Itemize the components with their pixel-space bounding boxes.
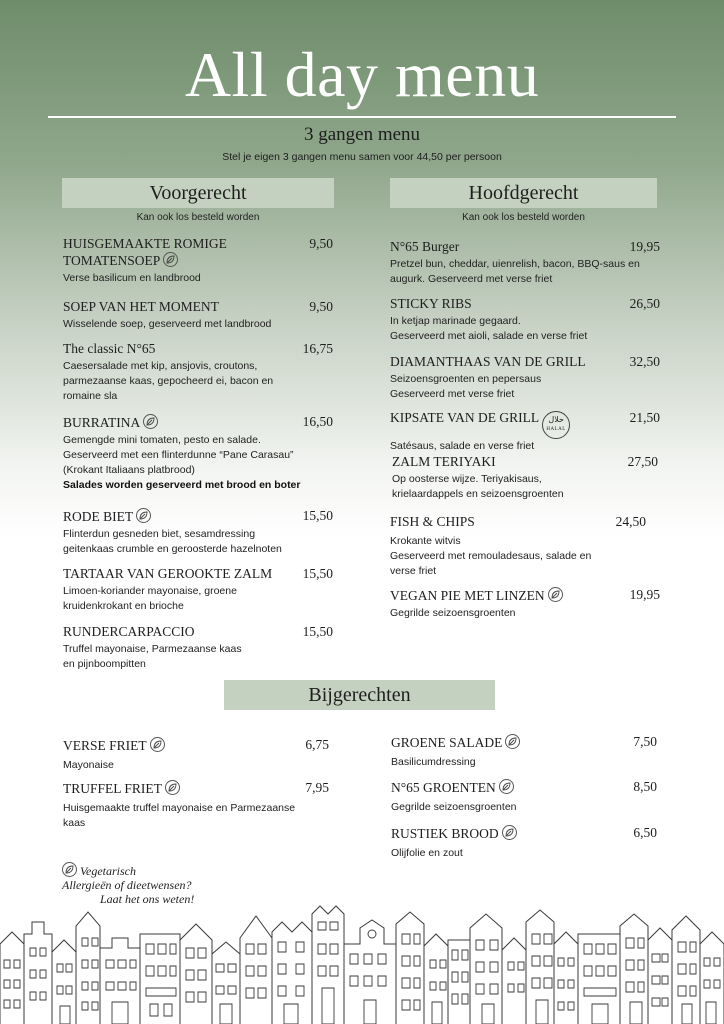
item-name: HUISGEMAAKTE ROMIGE TOMATENSOEP bbox=[63, 236, 227, 268]
item-desc: Geserveerd met aioli, salade en verse friet bbox=[390, 330, 588, 342]
item-desc: Seizoensgroenten en pepersaus bbox=[390, 373, 542, 385]
item-price: 24,50 bbox=[615, 514, 646, 529]
item-price: 16,50 bbox=[302, 414, 333, 429]
allergy-line-1: Allergieën of dieetwensen? bbox=[62, 878, 192, 892]
item-name: The classic N°65 bbox=[63, 341, 156, 356]
item-desc: Verse basilicum en landbrood bbox=[63, 272, 201, 284]
item-desc: Satésaus, salade en verse friet bbox=[390, 440, 535, 452]
menu-item bbox=[63, 341, 333, 404]
menu-item bbox=[391, 734, 657, 770]
leaf-icon bbox=[143, 414, 158, 429]
menu-item bbox=[63, 236, 333, 286]
item-desc: Krokante witvis bbox=[390, 535, 461, 547]
menu-item bbox=[391, 825, 657, 861]
vegetarian-legend: Vegetarisch bbox=[80, 864, 136, 878]
menu-item bbox=[390, 354, 660, 402]
legend bbox=[62, 862, 194, 906]
item-price: 26,50 bbox=[629, 296, 660, 311]
item-desc: Gemengde mini tomaten, pesto en salade. bbox=[63, 434, 261, 446]
item-desc: Mayonaise bbox=[63, 759, 114, 771]
canal-houses-skyline bbox=[0, 904, 724, 1024]
item-name: TRUFFEL FRIET bbox=[63, 781, 162, 796]
menu-item bbox=[63, 508, 333, 557]
item-price: 9,50 bbox=[309, 236, 333, 251]
leaf-icon bbox=[62, 862, 77, 877]
menu-item bbox=[390, 296, 660, 344]
menu-item bbox=[63, 299, 333, 332]
leaf-icon bbox=[165, 780, 180, 795]
item-name: N°65 GROENTEN bbox=[391, 780, 496, 795]
item-price: 7,50 bbox=[633, 734, 657, 749]
hoofdgerecht-note: Kan ook los besteld worden bbox=[462, 212, 585, 223]
item-price: 6,50 bbox=[633, 825, 657, 840]
item-name: ZALM TERIYAKI bbox=[392, 454, 496, 469]
item-name: STICKY RIBS bbox=[390, 296, 472, 311]
item-desc: Geserveerd met verse friet bbox=[390, 388, 515, 400]
leaf-icon bbox=[136, 508, 151, 523]
item-desc: Caesersalade met kip, ansjovis, croutons, bbox=[63, 360, 258, 372]
item-desc: Olijfolie en zout bbox=[391, 847, 463, 859]
hoofdgerecht-heading: Hoofdgerecht bbox=[390, 178, 657, 208]
bijgerechten-heading: Bijgerechten bbox=[224, 680, 495, 710]
item-desc: Truffel mayonaise, Parmezaanse kaas bbox=[63, 643, 242, 655]
leaf-icon bbox=[548, 587, 563, 602]
item-name: RUSTIEK BROOD bbox=[391, 826, 499, 841]
menu-subnote: Stel je eigen 3 gangen menu samen voor 44,50 per persoon bbox=[222, 151, 502, 163]
item-name: RUNDERCARPACCIO bbox=[63, 624, 195, 639]
leaf-icon bbox=[502, 825, 517, 840]
item-desc: verse friet bbox=[390, 565, 437, 577]
item-desc: romaine sla bbox=[63, 390, 118, 402]
item-price: 19,95 bbox=[629, 239, 660, 254]
leaf-icon bbox=[499, 779, 514, 794]
menu-item bbox=[390, 514, 660, 579]
item-desc: Gegrilde seizoensgroenten bbox=[391, 801, 517, 813]
item-price: 9,50 bbox=[309, 299, 333, 314]
item-desc: In ketjap marinade gegaard. bbox=[390, 315, 521, 327]
item-price: 16,75 bbox=[302, 341, 333, 356]
leaf-icon bbox=[505, 734, 520, 749]
menu-item bbox=[63, 737, 329, 773]
menu-item bbox=[63, 566, 333, 614]
item-desc: en pijnboompitten bbox=[63, 658, 146, 670]
item-desc: kaas bbox=[63, 817, 86, 829]
item-desc: Op oosterse wijze. Teriyakisaus, bbox=[392, 473, 542, 485]
salad-note: Salades worden geserveerd met brood en boter bbox=[63, 479, 301, 491]
item-desc: Wisselende soep, geserveerd met landbrood bbox=[63, 318, 272, 330]
item-name: N°65 Burger bbox=[390, 239, 460, 254]
halal-seal-icon: حلال HALAL bbox=[542, 411, 570, 439]
item-desc: geitenkaas crumble en geroosterde hazelnoten bbox=[63, 543, 282, 555]
item-price: 15,50 bbox=[302, 624, 333, 639]
menu-item bbox=[63, 414, 333, 493]
item-desc: Geserveerd met een flinterdunne “Pane Carasau” bbox=[63, 449, 294, 461]
item-desc: augurk. Geserveerd met verse friet bbox=[390, 273, 553, 285]
item-desc: Limoen-koriander mayonaise, groene bbox=[63, 585, 237, 597]
item-desc: Huisgemaakte truffel mayonaise en Parmezaanse bbox=[63, 802, 296, 814]
item-name: FISH & CHIPS bbox=[390, 514, 475, 529]
item-name: VERSE FRIET bbox=[63, 738, 147, 753]
item-name: GROENE SALADE bbox=[391, 735, 503, 750]
item-price: 8,50 bbox=[633, 779, 657, 794]
voorgerecht-note: Kan ook los besteld worden bbox=[136, 212, 260, 223]
menu-item bbox=[390, 239, 660, 287]
leaf-icon bbox=[163, 252, 178, 267]
item-price: 7,95 bbox=[305, 780, 329, 795]
item-desc: Basilicumdressing bbox=[391, 756, 476, 768]
item-price: 21,50 bbox=[629, 410, 660, 425]
item-desc: krielaardappels en seizoensgroenten bbox=[392, 488, 564, 500]
item-desc: Pretzel bun, cheddar, uienrelish, bacon, BBQ-saus en bbox=[390, 258, 640, 270]
item-name: VEGAN PIE MET LINZEN bbox=[390, 588, 545, 603]
item-name: BURRATINA bbox=[63, 415, 141, 430]
menu-item bbox=[63, 780, 329, 831]
item-name: DIAMANTHAAS VAN DE GRILL bbox=[390, 354, 586, 369]
item-name: TARTAAR VAN GEROOKTE ZALM bbox=[63, 566, 273, 581]
item-name: SOEP VAN HET MOMENT bbox=[63, 299, 219, 314]
item-name: RODE BIET bbox=[63, 509, 134, 524]
menu-title: All day menu bbox=[184, 39, 540, 110]
item-desc: (Krokant Italiaans platbrood) bbox=[63, 464, 195, 476]
item-desc: Flinterdun gesneden biet, sesamdressing bbox=[63, 528, 256, 540]
menu-item bbox=[390, 587, 660, 621]
menu-item bbox=[391, 779, 657, 815]
menu-item bbox=[392, 454, 658, 502]
title-rule bbox=[48, 116, 676, 118]
item-price: 27,50 bbox=[627, 454, 658, 469]
item-desc: Geserveerd met remouladesaus, salade en bbox=[390, 550, 592, 562]
menu-item bbox=[390, 410, 660, 454]
item-price: 19,95 bbox=[629, 587, 660, 602]
item-price: 15,50 bbox=[302, 566, 333, 581]
menu-item bbox=[63, 624, 333, 672]
item-price: 6,75 bbox=[305, 737, 329, 752]
item-price: 15,50 bbox=[302, 508, 333, 523]
item-price: 32,50 bbox=[629, 354, 660, 369]
item-desc: parmezaanse kaas, gepocheerd ei, bacon en bbox=[63, 375, 274, 387]
allergy-line-2: Laat het ons weten! bbox=[100, 892, 195, 906]
voorgerecht-heading: Voorgerecht bbox=[62, 178, 334, 208]
item-desc: kruidenkrokant en brioche bbox=[63, 600, 184, 612]
leaf-icon bbox=[150, 737, 165, 752]
menu-subtitle: 3 gangen menu bbox=[303, 124, 421, 145]
item-name: KIPSATE VAN DE GRILL bbox=[390, 410, 540, 425]
item-desc: Gegrilde seizoensgroenten bbox=[390, 607, 516, 619]
